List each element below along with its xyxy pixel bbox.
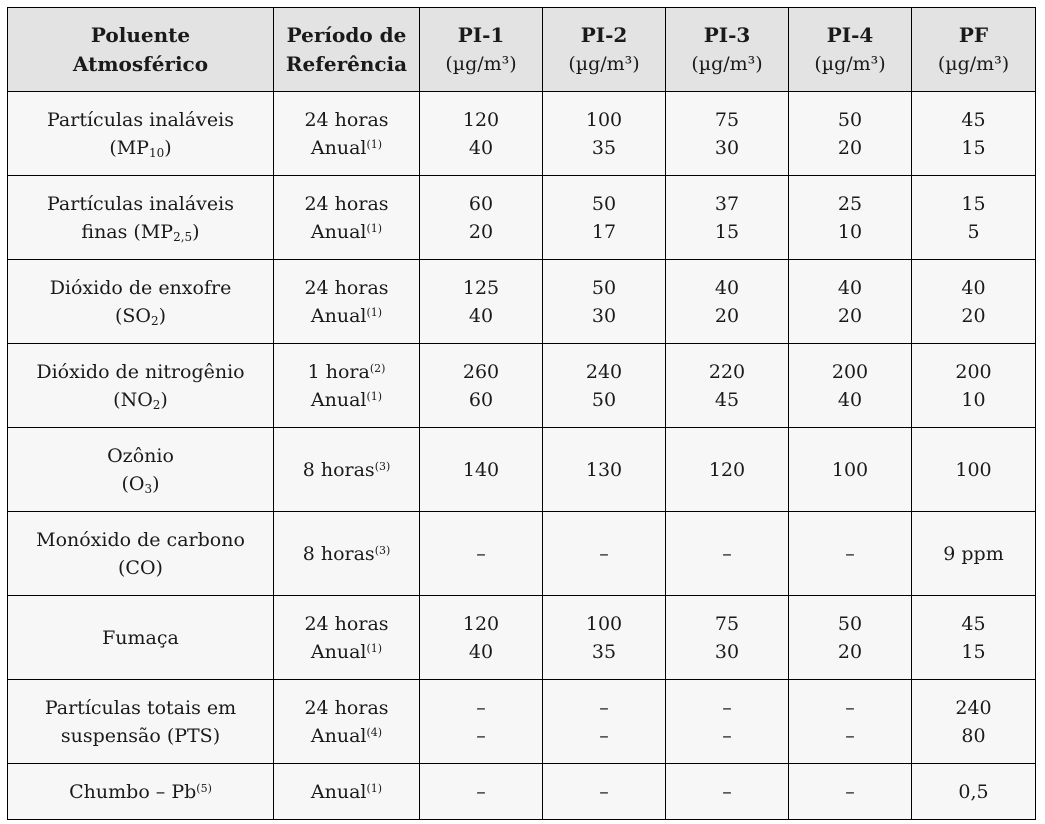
pollutant-name-line2 <box>12 302 269 330</box>
value: 25 <box>837 192 863 215</box>
table-row <box>8 764 1036 820</box>
value: 45 <box>961 108 986 131</box>
value-cell-pi4 <box>789 680 912 764</box>
value: 37 <box>714 192 740 215</box>
period-text: 1 hora <box>307 360 370 383</box>
value: 100 <box>955 458 992 481</box>
value-cell-pi4 <box>789 596 912 680</box>
value: 200 <box>955 360 992 383</box>
header-pf <box>912 8 1036 92</box>
period-cell <box>274 260 420 344</box>
header-pollutant-line2: Atmosférico <box>72 51 209 76</box>
value-cell-pi2 <box>543 176 666 260</box>
period-cell <box>274 512 420 596</box>
value: 75 <box>714 108 740 131</box>
value-cell-pi2 <box>543 428 666 512</box>
period-line <box>278 218 415 246</box>
period-line <box>278 456 415 484</box>
value: 0,5 <box>958 780 989 803</box>
period-text: 24 horas <box>304 276 389 299</box>
value: 17 <box>591 220 617 243</box>
table-row <box>8 344 1036 428</box>
value: 45 <box>961 612 986 635</box>
value: 125 <box>462 276 500 299</box>
value: 20 <box>714 304 740 327</box>
period-line <box>278 302 415 330</box>
footnote-marker: (1) <box>366 221 383 235</box>
value: 5 <box>967 220 980 243</box>
value: 35 <box>591 640 617 663</box>
value-cell-pi3 <box>666 176 789 260</box>
period-line <box>278 778 415 806</box>
table-row <box>8 680 1036 764</box>
pollutant-name-text: Partículas inaláveis <box>47 108 234 131</box>
pollutant-name-line2 <box>12 722 269 750</box>
value-cell-pi1 <box>420 260 543 344</box>
table-row <box>8 512 1036 596</box>
pollutant-name-line2 <box>12 386 269 414</box>
header-pi2-unit: (µg/m³) <box>568 52 640 75</box>
header-row <box>8 8 1036 92</box>
footnote-marker: (3) <box>374 459 391 473</box>
value-cell-pi4 <box>789 176 912 260</box>
period-line <box>278 358 415 386</box>
value: 45 <box>714 388 740 411</box>
pollutant-cell <box>8 428 274 512</box>
air-quality-standards-table <box>7 7 1036 820</box>
value: 40 <box>961 276 986 299</box>
value-cell-pi3 <box>666 512 789 596</box>
header-pi3 <box>666 8 789 92</box>
value-cell-pf <box>912 344 1036 428</box>
pollutant-formula: (NO <box>113 388 153 411</box>
header-period-line2: Referência <box>285 51 408 76</box>
period-text: Anual <box>310 220 367 243</box>
footnote-marker: (1) <box>366 781 383 795</box>
pollutant-name-text: Dióxido de enxofre <box>49 276 232 299</box>
value-cell-pi1 <box>420 428 543 512</box>
value: 15 <box>961 136 986 159</box>
period-text: Anual <box>310 724 367 747</box>
value-cell-pi3 <box>666 428 789 512</box>
pollutant-name-text: Partículas totais em <box>44 696 237 719</box>
formula-subscript: 10 <box>148 145 165 160</box>
value: 50 <box>837 108 863 131</box>
pollutant-name-line1 <box>12 526 269 554</box>
period-cell <box>274 176 420 260</box>
value-cell-pi3 <box>666 764 789 820</box>
pollutant-name-text: Chumbo – Pb <box>69 780 197 803</box>
period-text: Anual <box>310 136 367 159</box>
value: 20 <box>837 640 863 663</box>
value: 50 <box>591 276 617 299</box>
value: 30 <box>591 304 617 327</box>
pollutant-name-line2 <box>12 554 269 582</box>
value: 35 <box>591 136 617 159</box>
period-line <box>278 694 415 722</box>
value-cell-pi4 <box>789 764 912 820</box>
value-cell-pi3 <box>666 92 789 176</box>
value-cell-pi1 <box>420 680 543 764</box>
formula-subscript: 3 <box>144 481 153 496</box>
value-cell-pf <box>912 512 1036 596</box>
period-text: Anual <box>310 388 367 411</box>
pollutant-name-line1 <box>12 190 269 218</box>
value-cell-pi1 <box>420 512 543 596</box>
period-line <box>278 722 415 750</box>
table-row <box>8 92 1036 176</box>
pollutant-cell <box>8 596 274 680</box>
period-line <box>278 540 415 568</box>
value-cell-pi3 <box>666 680 789 764</box>
pollutant-name-line1 <box>12 274 269 302</box>
value: 10 <box>837 220 863 243</box>
value: 100 <box>831 458 869 481</box>
header-pi2-label: PI-2 <box>580 22 628 47</box>
value-cell-pi4 <box>789 512 912 596</box>
footnote-marker: (1) <box>366 137 383 151</box>
pollutant-cell <box>8 92 274 176</box>
table-row <box>8 596 1036 680</box>
formula-subscript: 2 <box>150 313 159 328</box>
value: – <box>599 696 609 719</box>
value: 60 <box>468 388 494 411</box>
value: 20 <box>468 220 494 243</box>
value-cell-pf <box>912 680 1036 764</box>
footnote-marker: (1) <box>366 389 383 403</box>
pollutant-name-line1 <box>12 624 269 652</box>
value: 120 <box>462 612 500 635</box>
period-cell <box>274 344 420 428</box>
value: – <box>599 724 609 747</box>
value: 40 <box>468 136 494 159</box>
value: 15 <box>714 220 740 243</box>
value-cell-pi2 <box>543 764 666 820</box>
header-pi4 <box>789 8 912 92</box>
pollutant-cell <box>8 512 274 596</box>
value: 200 <box>831 360 869 383</box>
value-cell-pi2 <box>543 596 666 680</box>
value: – <box>476 724 486 747</box>
value: 100 <box>585 612 623 635</box>
value: 9 ppm <box>943 542 1004 565</box>
value: – <box>476 696 486 719</box>
value-cell-pf <box>912 176 1036 260</box>
header-pi1 <box>420 8 543 92</box>
value: – <box>722 724 732 747</box>
period-text: Anual <box>310 304 367 327</box>
value-cell-pi1 <box>420 176 543 260</box>
value: – <box>599 542 609 565</box>
value: 80 <box>961 724 986 747</box>
table-row <box>8 176 1036 260</box>
pollutant-name-text: Ozônio <box>107 444 174 467</box>
value: – <box>845 696 855 719</box>
value-cell-pi1 <box>420 92 543 176</box>
pollutant-name-text: Fumaça <box>102 626 179 649</box>
period-text: 24 horas <box>304 192 389 215</box>
formula-tail: ) <box>192 220 200 243</box>
header-period <box>274 8 420 92</box>
footnote-marker: (4) <box>366 725 383 739</box>
period-text: 24 horas <box>304 696 389 719</box>
value-cell-pi2 <box>543 512 666 596</box>
value-cell-pi3 <box>666 596 789 680</box>
footnote-marker: (5) <box>196 781 212 795</box>
pollutant-cell <box>8 260 274 344</box>
value-cell-pf <box>912 428 1036 512</box>
value: 20 <box>837 136 863 159</box>
period-line <box>278 638 415 666</box>
pollutant-name-text: Dióxido de nitrogênio <box>36 360 245 383</box>
formula-tail: ) <box>164 136 172 159</box>
value: 40 <box>714 276 740 299</box>
period-line <box>278 274 415 302</box>
period-text: 24 horas <box>304 108 389 131</box>
value: 20 <box>837 304 863 327</box>
value-cell-pi4 <box>789 344 912 428</box>
period-cell <box>274 92 420 176</box>
value: 50 <box>591 388 617 411</box>
value-cell-pi1 <box>420 764 543 820</box>
period-line <box>278 386 415 414</box>
header-pf-label: PF <box>958 22 989 47</box>
header-pi3-label: PI-3 <box>703 22 751 47</box>
footnote-marker: (3) <box>374 543 391 557</box>
period-text: 8 horas <box>302 458 375 481</box>
value: – <box>476 542 486 565</box>
period-line <box>278 106 415 134</box>
value: 40 <box>468 640 494 663</box>
value: 20 <box>961 304 986 327</box>
value-cell-pi4 <box>789 92 912 176</box>
value-cell-pi2 <box>543 680 666 764</box>
pollutant-name-line2 <box>12 218 269 246</box>
value: 40 <box>468 304 494 327</box>
value: 50 <box>837 612 863 635</box>
value-cell-pf <box>912 92 1036 176</box>
value: 220 <box>708 360 746 383</box>
value: – <box>722 780 732 803</box>
value: – <box>845 542 855 565</box>
header-pi4-unit: (µg/m³) <box>814 52 886 75</box>
period-line <box>278 134 415 162</box>
period-text: Anual <box>310 640 367 663</box>
pollutant-name-line1 <box>12 442 269 470</box>
value: 120 <box>708 458 746 481</box>
header-pi2 <box>543 8 666 92</box>
formula-tail: ) <box>152 472 160 495</box>
pollutant-formula: (MP <box>109 136 149 159</box>
header-pollutant-line1: Poluente <box>90 22 191 47</box>
footnote-marker: (2) <box>369 361 386 375</box>
period-cell <box>274 680 420 764</box>
value-cell-pi2 <box>543 260 666 344</box>
pollutant-name-text: Partículas inaláveis <box>47 192 234 215</box>
value: – <box>476 780 486 803</box>
period-cell <box>274 596 420 680</box>
value: 30 <box>714 640 740 663</box>
pollutant-name-line1 <box>12 358 269 386</box>
value-cell-pi4 <box>789 428 912 512</box>
header-pi3-unit: (µg/m³) <box>691 52 763 75</box>
value-cell-pi1 <box>420 596 543 680</box>
pollutant-name-text: Monóxido de carbono <box>36 528 245 551</box>
formula-tail: ) <box>158 304 167 327</box>
value-cell-pi2 <box>543 92 666 176</box>
value-cell-pi2 <box>543 344 666 428</box>
pollutant-name-line2 <box>12 134 269 162</box>
value: 240 <box>955 696 992 719</box>
pollutant-formula: (O <box>121 472 145 495</box>
footnote-marker: (1) <box>366 305 383 319</box>
footnote-marker: (1) <box>366 641 383 655</box>
value-cell-pf <box>912 596 1036 680</box>
value: 140 <box>462 458 500 481</box>
pollutant-formula: finas (MP <box>81 220 174 243</box>
value: 30 <box>714 136 740 159</box>
pollutant-cell <box>8 680 274 764</box>
table-row <box>8 260 1036 344</box>
header-pi1-unit: (µg/m³) <box>445 52 517 75</box>
value-cell-pf <box>912 764 1036 820</box>
value-cell-pf <box>912 260 1036 344</box>
value: – <box>722 696 732 719</box>
period-line <box>278 190 415 218</box>
header-pi1-label: PI-1 <box>457 22 505 47</box>
header-period-line1: Período de <box>286 22 407 47</box>
value: – <box>845 780 855 803</box>
period-text: Anual <box>310 780 367 803</box>
value: 50 <box>591 192 617 215</box>
pollutant-name-line1 <box>12 694 269 722</box>
value-cell-pi4 <box>789 260 912 344</box>
value: 15 <box>961 192 986 215</box>
pollutant-formula: (SO <box>114 304 151 327</box>
header-pollutant <box>8 8 274 92</box>
value: 60 <box>468 192 494 215</box>
value: 15 <box>961 640 986 663</box>
pollutant-name-line1 <box>12 778 269 806</box>
period-line <box>278 610 415 638</box>
pollutant-formula: suspensão (PTS) <box>60 724 221 747</box>
header-pi4-label: PI-4 <box>826 22 874 47</box>
pollutant-name-line2 <box>12 470 269 498</box>
value: 40 <box>837 388 863 411</box>
period-cell <box>274 428 420 512</box>
value: 40 <box>837 276 863 299</box>
value: 120 <box>462 108 500 131</box>
value: 260 <box>462 360 500 383</box>
pollutant-name-line1 <box>12 106 269 134</box>
value-cell-pi3 <box>666 260 789 344</box>
pollutant-cell <box>8 176 274 260</box>
value: 75 <box>714 612 740 635</box>
value: 240 <box>585 360 623 383</box>
formula-tail: ) <box>160 388 168 411</box>
header-pf-unit: (µg/m³) <box>937 52 1010 75</box>
value: 10 <box>961 388 986 411</box>
value: 130 <box>585 458 623 481</box>
formula-subscript: 2,5 <box>173 229 193 244</box>
formula-subscript: 2 <box>152 397 161 412</box>
value: – <box>599 780 609 803</box>
table-row <box>8 428 1036 512</box>
value: – <box>722 542 732 565</box>
value-cell-pi3 <box>666 344 789 428</box>
value: 100 <box>585 108 623 131</box>
value-cell-pi1 <box>420 344 543 428</box>
pollutant-cell <box>8 764 274 820</box>
period-text: 24 horas <box>304 612 389 635</box>
pollutant-formula: (CO) <box>118 556 163 579</box>
period-cell <box>274 764 420 820</box>
pollutant-cell <box>8 344 274 428</box>
value: – <box>845 724 855 747</box>
period-text: 8 horas <box>302 542 375 565</box>
